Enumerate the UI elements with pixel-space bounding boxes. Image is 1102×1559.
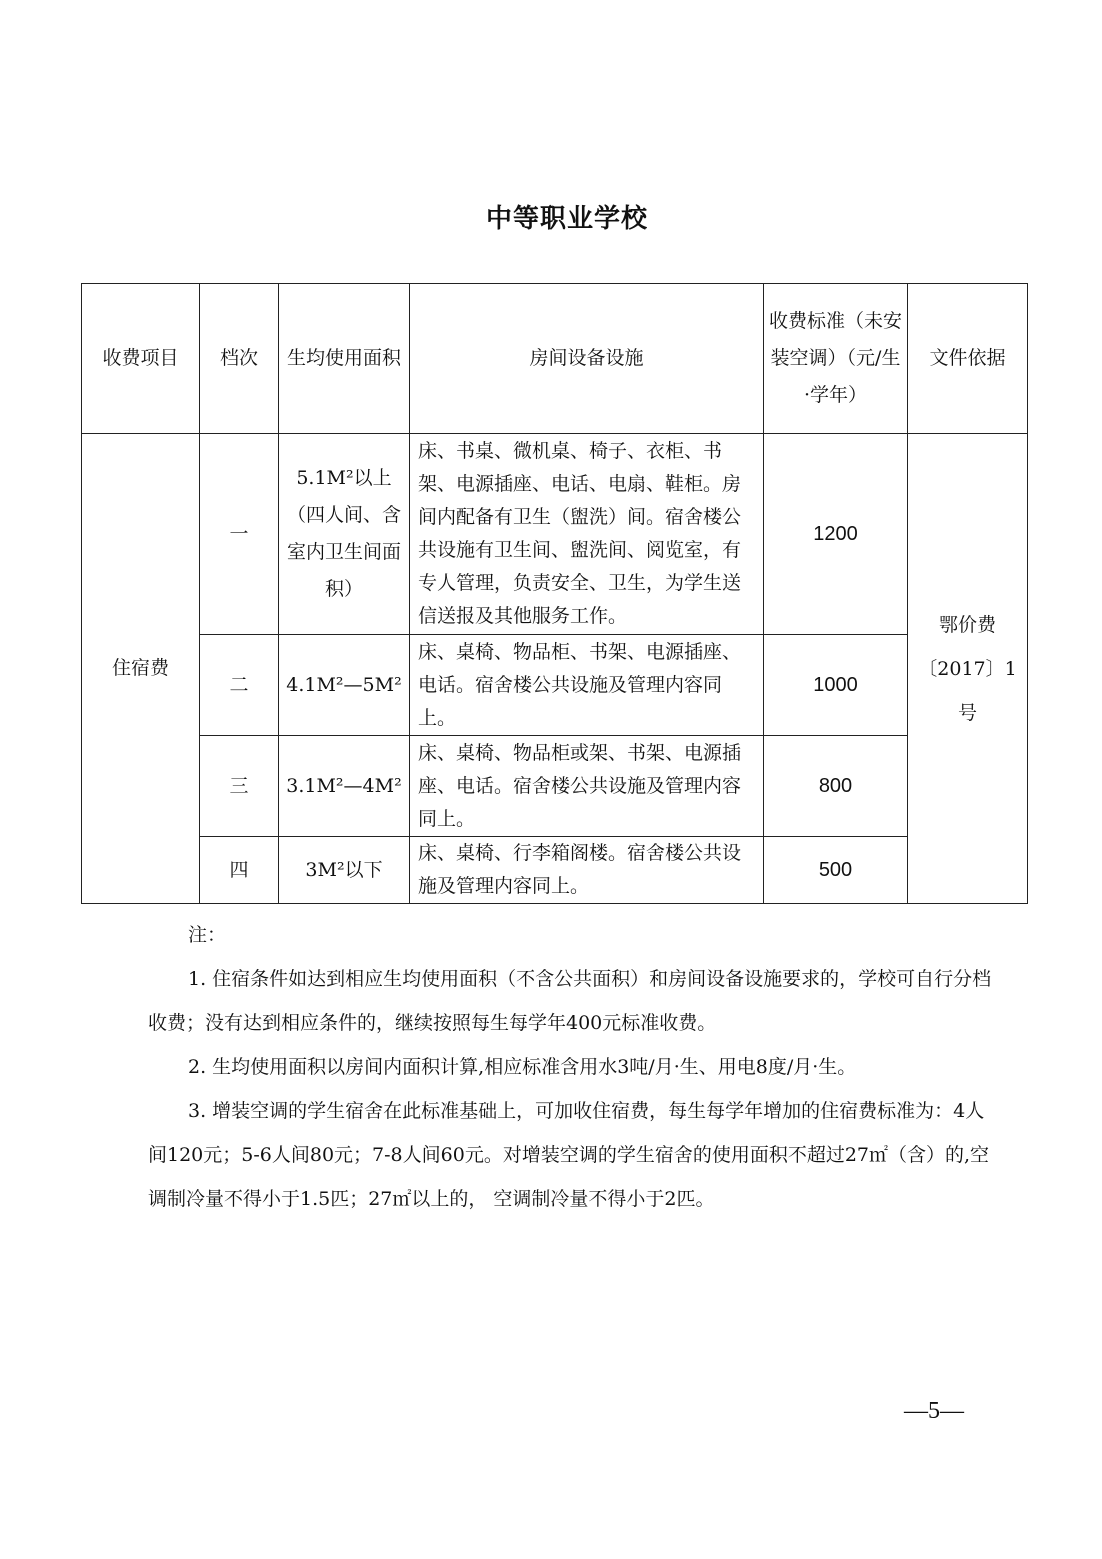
standard-cell: 800 [764,736,908,837]
level-cell: 三 [200,736,279,837]
level-cell: 四 [200,837,279,904]
standard-cell: 1200 [764,434,908,635]
table-row [82,635,1028,736]
page-title: 中等职业学校 [485,204,648,234]
header-area: 生均使用面积 [279,284,410,434]
area-cell: 3M²以下 [279,837,410,904]
table-row [82,434,1028,635]
notes-label: 注： [188,924,227,946]
page-number: —5— [904,1398,964,1424]
table-row [82,736,1028,837]
note-item: 3. 增装空调的学生宿舍在此标准基础上，可加收住宿费，每生每学年增加的住宿费标准为：4人间120元；5-6人间80元；7-8人间60元。对增装空调的学生宿舍的使用面积不超过27㎡（含）的,空调制冷量不得小于1.5匹；27㎡以上的， 空调制冷量不得小于2匹。 [148,1100,990,1210]
header-facilities: 房间设备设施 [410,284,764,434]
area-cell: 3.1M²—4M² [279,736,410,837]
standard-cell: 1000 [764,635,908,736]
note-item: 1. 住宿条件如达到相应生均使用面积（不含公共面积）和房间设备设施要求的，学校可自行分档收费；没有达到相应条件的，继续按照每生每学年400元标准收费。 [148,968,992,1034]
fee-table [81,283,1028,904]
header-standard: 收费标准（未安装空调）（元/生·学年） [764,284,908,434]
facilities-cell: 床、桌椅、物品柜、书架、电源插座、电话。宿舍楼公共设施及管理内容同上。 [410,635,764,736]
area-cell: 4.1M²—5M² [279,635,410,736]
header-level: 档次 [200,284,279,434]
header-item: 收费项目 [82,284,200,434]
table-row [82,837,1028,904]
facilities-cell: 床、桌椅、行李箱阁楼。宿舍楼公共设施及管理内容同上。 [410,837,764,904]
standard-cell: 500 [764,837,908,904]
level-cell: 一 [200,434,279,635]
header-basis: 文件依据 [908,284,1028,434]
basis-cell: 鄂价费〔2017〕1号 [908,434,1028,904]
notes-section [148,913,996,1221]
note-item: 2. 生均使用面积以房间内面积计算,相应标准含用水3吨/月·生、用电8度/月·生。 [188,1056,857,1078]
facilities-cell: 床、桌椅、物品柜或架、书架、电源插座、电话。宿舍楼公共设施及管理内容同上。 [410,736,764,837]
facilities-cell: 床、书桌、微机桌、椅子、衣柜、书架、电源插座、电话、电扇、鞋柜。房间内配备有卫生（盥洗）间。宿舍楼公共设施有卫生间、盥洗间、阅览室，有专人管理，负责安全、卫生，为学生送信送报及其他服务工作。 [410,434,764,635]
level-cell: 二 [200,635,279,736]
fee-item-cell: 住宿费 [82,434,200,904]
area-cell: 5.1M²以上（四人间、含室内卫生间面积） [279,434,410,635]
table-header-row [82,284,1028,434]
